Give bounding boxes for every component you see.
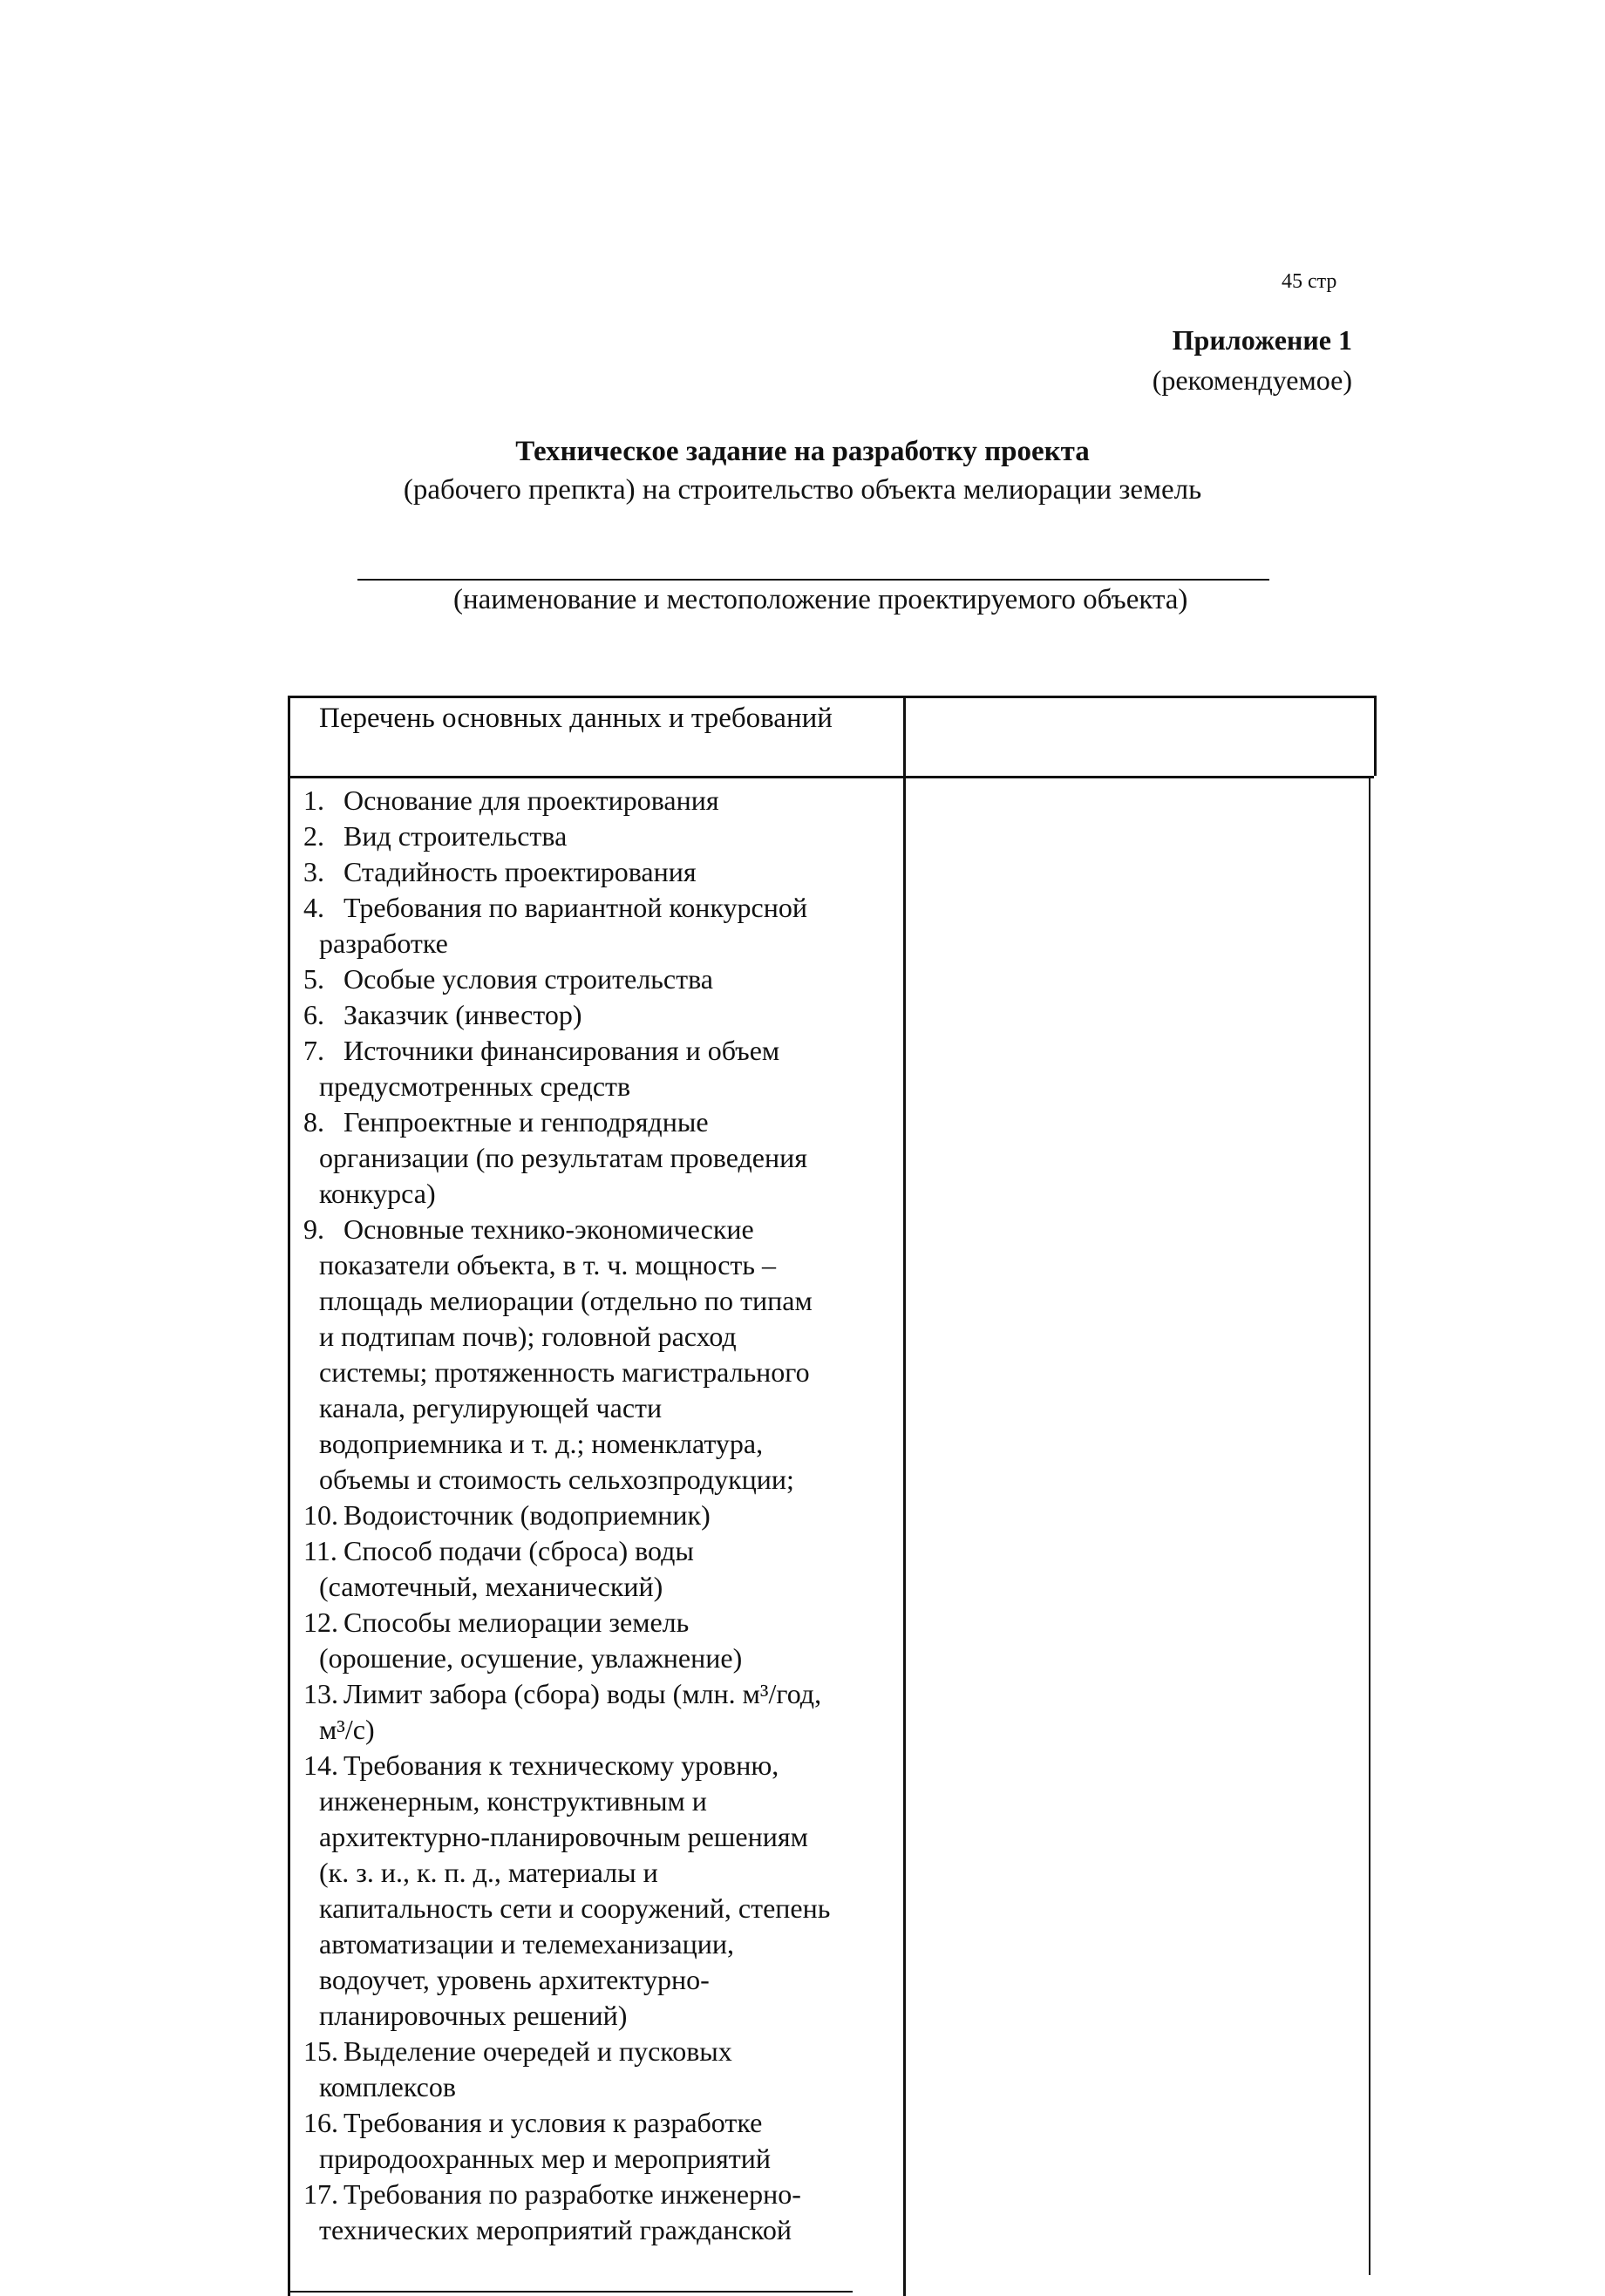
item-number: 17.: [303, 2178, 338, 2210]
list-item: [303, 1676, 896, 1748]
table-header-divider: [288, 776, 1374, 778]
item-text-line: комплексов: [319, 2071, 456, 2102]
item-text-line: планировочных решений): [319, 2000, 628, 2031]
item-text-line: Заказчик (инвестор): [343, 999, 582, 1030]
list-item: [303, 2105, 896, 2177]
item-number: 14.: [303, 1749, 338, 1781]
list-item: [303, 1498, 896, 1533]
item-text-line: Генпроектные и генподрядные: [343, 1106, 709, 1138]
item-text-line: канала, регулирующей части: [319, 1392, 663, 1423]
item-text-line: Особые условия строительства: [343, 963, 713, 995]
item-number: 9.: [303, 1213, 324, 1245]
item-text-line: площадь мелиорации (отдельно по типам: [319, 1285, 813, 1316]
item-text-line: Вид строительства: [343, 820, 568, 852]
item-number: 6.: [303, 999, 324, 1030]
item-text-line: Требования и условия к разработке: [343, 2107, 763, 2138]
list-item: [303, 1605, 896, 1676]
item-number: 11.: [303, 1535, 337, 1566]
item-number: 1.: [303, 785, 324, 816]
item-text-line: Источники финансирования и объем: [343, 1035, 780, 1066]
item-number: 15.: [303, 2035, 338, 2067]
list-item: [303, 783, 896, 819]
item-text-line: Требования по разработке инженерно-: [343, 2178, 801, 2210]
item-text-line: (самотечный, механический): [319, 1571, 663, 1602]
list-item: [303, 1212, 896, 1498]
item-text-line: природоохранных мер и мероприятий: [319, 2143, 771, 2174]
item-text-line: объемы и стоимость сельхозпродукции;: [319, 1464, 794, 1495]
item-number: 5.: [303, 963, 324, 995]
item-text-line: системы; протяженность магистрального: [319, 1356, 810, 1388]
list-item: [303, 890, 896, 961]
item-text-line: Стадийность проектирования: [343, 856, 697, 887]
list-item: [303, 854, 896, 890]
table-right-border-header: [1374, 696, 1377, 776]
item-text-line: водоучет, уровень архитектурно-: [319, 1964, 710, 1995]
item-number: 12.: [303, 1607, 338, 1638]
item-text-line: Требования по вариантной конкурсной: [343, 892, 807, 923]
item-text-line: водоприемника и т. д.; номенклатура,: [319, 1428, 764, 1459]
item-number: 7.: [303, 1035, 324, 1066]
item-text-line: Основание для проектирования: [343, 785, 719, 816]
table-column-divider: [903, 696, 906, 2296]
page-number: 45 стр: [1282, 270, 1337, 293]
list-item: [303, 2034, 896, 2105]
item-text-line: Требования к техническому уровню,: [343, 1749, 779, 1781]
item-text-line: и подтипам почв); головной расход: [319, 1321, 737, 1352]
object-name-caption: (наименование и местоположение проектируемого объекта): [453, 584, 1188, 615]
item-text-line: (к. з. и., к. п. д., материалы и: [319, 1857, 658, 1888]
item-number: 13.: [303, 1678, 338, 1709]
table-header-left: Перечень основных данных и требований: [319, 703, 833, 734]
requirements-table: [288, 696, 1374, 2296]
table-bottom-border: [288, 2291, 853, 2293]
list-item: [303, 819, 896, 854]
item-text-line: капитальность сети и сооружений, степень: [319, 1892, 831, 1924]
list-item: [303, 1748, 896, 2034]
object-name-blank-line: [357, 579, 1269, 581]
item-text-line: Лимит забора (сбора) воды (млн. м³/год,: [343, 1678, 822, 1709]
list-item: [303, 1104, 896, 1212]
document-subtitle: (рабочего препкта) на строительство объекта мелиорации земель: [403, 474, 1202, 506]
list-item: [303, 1533, 896, 1605]
item-number: 16.: [303, 2107, 338, 2138]
item-text-line: (орошение, осушение, увлажнение): [319, 1642, 743, 1674]
item-text-line: Выделение очередей и пусковых: [343, 2035, 732, 2067]
table-right-border-body: [1369, 776, 1370, 2275]
item-text-line: Способы мелиорации земель: [343, 1607, 690, 1638]
appendix-note: (рекомендуемое): [1152, 364, 1352, 396]
list-item: [303, 997, 896, 1033]
table-top-border: [288, 696, 1374, 698]
item-text-line: Основные технико-экономические: [343, 1213, 754, 1245]
table-left-border: [288, 696, 290, 2296]
item-text-line: организации (по результатам проведения: [319, 1142, 807, 1173]
document-title: Техническое задание на разработку проекта: [515, 436, 1090, 467]
list-item: [303, 961, 896, 997]
item-text-line: технических мероприятий гражданской: [319, 2214, 792, 2245]
item-text-line: Способ подачи (сброса) воды: [343, 1535, 694, 1566]
requirements-list: [303, 783, 896, 2248]
list-item: [303, 2177, 896, 2248]
item-text-line: инженерным, конструктивным и: [319, 1785, 707, 1817]
item-text-line: автоматизации и телемеханизации,: [319, 1928, 734, 1960]
item-text-line: Водоисточник (водоприемник): [343, 1499, 711, 1531]
item-text-line: предусмотренных средств: [319, 1070, 631, 1102]
list-item: [303, 1033, 896, 1104]
item-number: 3.: [303, 856, 324, 887]
item-number: 8.: [303, 1106, 324, 1138]
item-text-line: разработке: [319, 927, 448, 959]
item-text-line: архитектурно-планировочным решениям: [319, 1821, 808, 1852]
appendix-title: Приложение 1: [1172, 324, 1352, 356]
item-text-line: показатели объекта, в т. ч. мощность –: [319, 1249, 776, 1280]
item-number: 10.: [303, 1499, 338, 1531]
item-number: 4.: [303, 892, 324, 923]
item-text-line: конкурса): [319, 1178, 436, 1209]
item-number: 2.: [303, 820, 324, 852]
item-text-line: м³/с): [319, 1714, 375, 1745]
